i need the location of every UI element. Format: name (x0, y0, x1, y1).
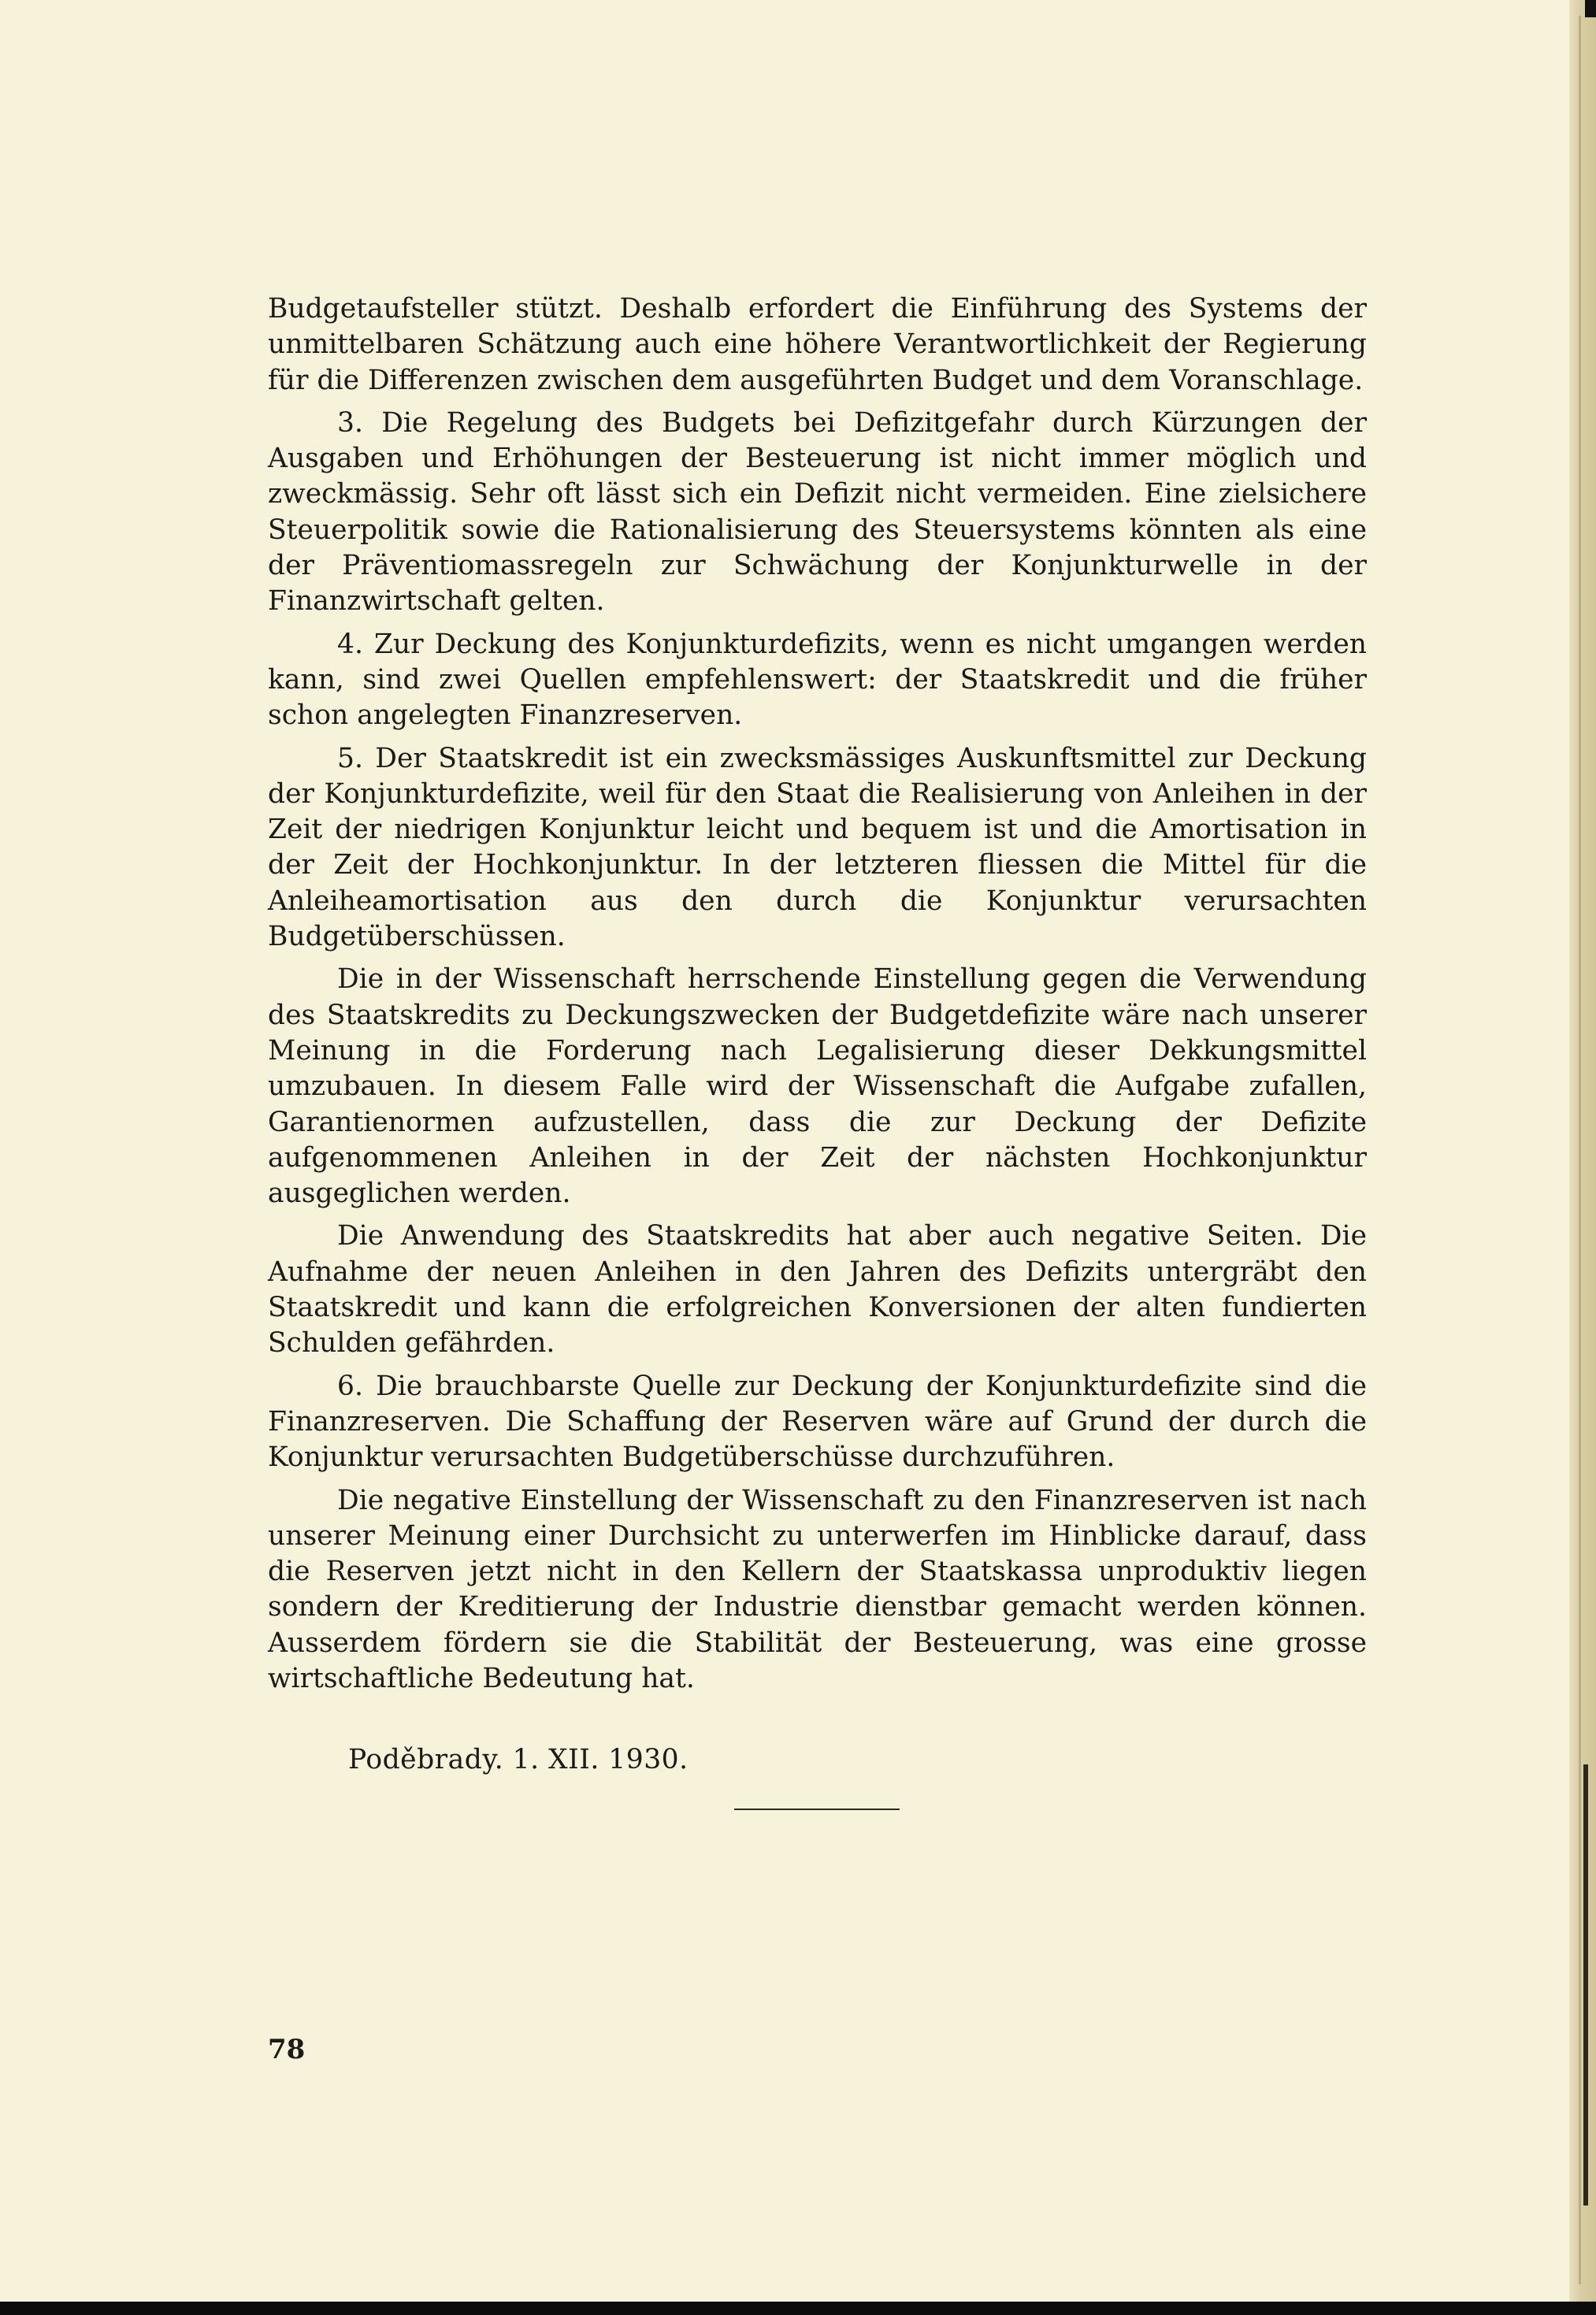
binding-edge-line (1579, 16, 1581, 2284)
body-text (268, 291, 1367, 1704)
paragraph-continuation: Budgetaufsteller stützt. Deshalb erfordert die Einführung des Systems der unmittelbaren Schätzung auch eine höhere Verantwortlichkeit der Regierung für die Differenzen zwischen dem ausgeführten Budget und dem Voranschlage. (268, 293, 1367, 396)
page-edge-shadow (1569, 0, 1596, 2315)
paragraph-finanzreserven: Die negative Einstellung der Wissenschaft zu den Finanzreserven ist nach unserer Meinung einer Durchsicht zu unterwerfen im Hinblicke darauf, dass die Reserven jetzt nicht in den Kellern der Staatskassa unproduktiv liegen sondern der Kreditierung der Industrie dienstbar gemacht werden können. Ausserdem fördern sie die Stabilität der Besteuerung, was eine grosse wirtschaftliche Bedeutung hat. (268, 1484, 1367, 1694)
paragraph-point-6: 6. Die brauchbarste Quelle zur Deckung der Konjunkturdefizite sind die Finanzreserven. Die Schaffung der Reserven wäre auf Grund der durch die Konjunktur verursachten Budgetüberschüsse durchzuführen. (268, 1370, 1367, 1474)
paragraph-point-4: 4. Zur Deckung des Konjunkturdefizits, wenn es nicht umgangen werden kann, sind zwei Quellen empfehlenswert: der Staatskredit und die früher schon angelegten Finanzreserven. (268, 628, 1367, 732)
paragraph-point-5: 5. Der Staatskredit ist ein zwecksmässiges Auskunftsmittel zur Deckung der Konjunkturdefizite, weil für den Staat die Realisierung von Anleihen in der Zeit der niedrigen Konjunktur leicht und bequem ist und die Amortisation in der Zeit der Hochkonjunktur. In der letzteren fliessen die Mittel für die Anleiheamortisation aus den durch die Konjunktur verursachten Budgetüberschüssen. (268, 742, 1367, 953)
scan-bottom-border (0, 2302, 1596, 2315)
page-number: 78 (268, 2034, 306, 2065)
place-and-date: Poděbrady. 1. XII. 1930. (348, 1744, 689, 1775)
binding-edge-dark (1583, 1764, 1588, 2206)
scan-corner (1585, 0, 1596, 17)
paragraph-negative-seiten: Die Anwendung des Staatskredits hat aber auch negative Seiten. Die Aufnahme der neuen Anleihen in den Jahren des Defizits untergräbt den Staatskredit und kann die erfolgreichen Konversionen der alten fundierten Schulden gefährden. (268, 1220, 1367, 1360)
paragraph-staatskredit-legalisierung: Die in der Wissenschaft herrschende Einstellung gegen die Verwendung des Staatskredits zu Deckungszwecken der Budgetdefizite wäre nach unserer Meinung in die Forderung nach Legalisierung dieser Dekkungsmittel umzubauen. In diesem Falle wird der Wissenschaft die Aufgabe zufallen, Garantienormen aufzustellen, dass die zur Deckung der Defizite aufgenommenen Anleihen in der Zeit der nächsten Hochkonjunktur ausgeglichen werden. (268, 963, 1367, 1210)
paragraph-point-3: 3. Die Regelung des Budgets bei Defizitgefahr durch Kürzungen der Ausgaben und Erhöhungen der Besteuerung ist nicht immer möglich und zweckmässig. Sehr oft lässt sich ein Defizit nicht vermeiden. Eine zielsichere Steuerpolitik sowie die Rationalisierung des Steuersystems könnten als eine der Präventiomassregeln zur Schwächung der Konjunkturwelle in der Finanzwirtschaft gelten. (268, 406, 1367, 618)
closing-rule (734, 1809, 900, 1810)
